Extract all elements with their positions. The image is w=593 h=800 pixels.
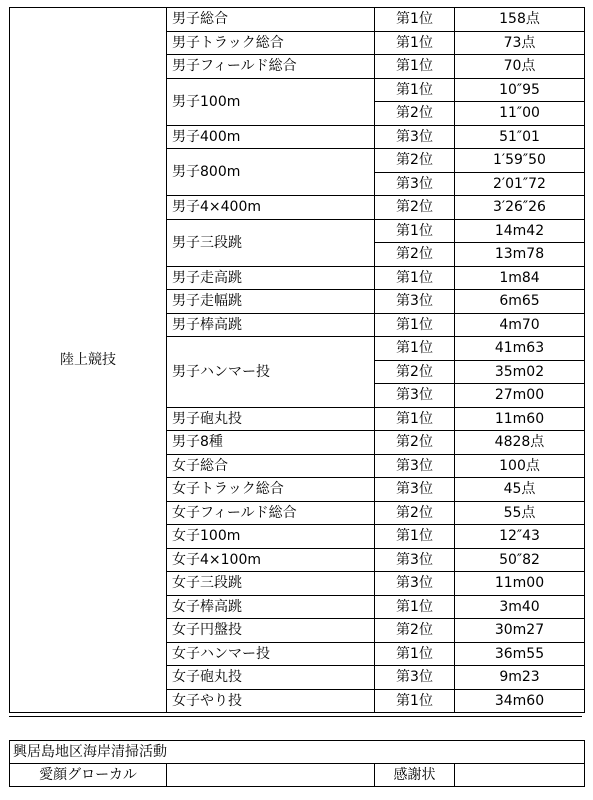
record-cell: 34m60 <box>455 689 585 713</box>
rank-cell: 第2位 <box>375 360 455 384</box>
event-name: 男子砲丸投 <box>167 407 375 431</box>
rank-cell: 第3位 <box>375 666 455 690</box>
record-cell: 1′59″50 <box>455 149 585 173</box>
record-cell: 51″01 <box>455 125 585 149</box>
activity-detail-row <box>10 764 585 787</box>
record-cell: 30m27 <box>455 619 585 643</box>
event-name: 男子400m <box>167 125 375 149</box>
rank-cell: 第1位 <box>375 266 455 290</box>
activity-organization: 愛顔グローカル <box>10 764 167 787</box>
event-name: 女子やり投 <box>167 689 375 713</box>
table-bottom-border <box>9 716 582 717</box>
event-name: 男子三段跳 <box>167 219 375 266</box>
activity-note <box>167 764 375 787</box>
rank-cell: 第2位 <box>375 501 455 525</box>
event-name: 男子ハンマー投 <box>167 337 375 408</box>
rank-cell: 第3位 <box>375 478 455 502</box>
event-name: 男子8種 <box>167 431 375 455</box>
event-name: 男子トラック総合 <box>167 31 375 55</box>
record-cell: 14m42 <box>455 219 585 243</box>
record-cell: 11″00 <box>455 102 585 126</box>
event-name: 男子800m <box>167 149 375 196</box>
record-cell: 70点 <box>455 55 585 79</box>
rank-cell: 第1位 <box>375 31 455 55</box>
rank-cell: 第1位 <box>375 8 455 32</box>
rank-cell: 第2位 <box>375 431 455 455</box>
results-body <box>10 8 585 713</box>
record-cell: 35m02 <box>455 360 585 384</box>
record-cell: 11m00 <box>455 572 585 596</box>
event-name: 男子100m <box>167 78 375 125</box>
event-name: 女子フィールド総合 <box>167 501 375 525</box>
rank-cell: 第2位 <box>375 196 455 220</box>
record-cell: 13m78 <box>455 243 585 267</box>
event-name: 女子総合 <box>167 454 375 478</box>
record-cell: 45点 <box>455 478 585 502</box>
record-cell: 36m55 <box>455 642 585 666</box>
result-row <box>10 8 585 32</box>
rank-cell: 第2位 <box>375 102 455 126</box>
event-name: 男子総合 <box>167 8 375 32</box>
record-cell: 55点 <box>455 501 585 525</box>
record-cell: 6m65 <box>455 290 585 314</box>
event-name: 女子4×100m <box>167 548 375 572</box>
rank-cell: 第2位 <box>375 149 455 173</box>
activity-title-row <box>10 741 585 764</box>
event-name: 男子走幅跳 <box>167 290 375 314</box>
record-cell: 73点 <box>455 31 585 55</box>
rank-cell: 第1位 <box>375 642 455 666</box>
rank-cell: 第3位 <box>375 384 455 408</box>
event-name: 女子円盤投 <box>167 619 375 643</box>
rank-cell: 第1位 <box>375 337 455 361</box>
record-cell: 1m84 <box>455 266 585 290</box>
event-name: 女子砲丸投 <box>167 666 375 690</box>
rank-cell: 第3位 <box>375 125 455 149</box>
record-cell: 27m00 <box>455 384 585 408</box>
record-cell: 158点 <box>455 8 585 32</box>
record-cell: 4828点 <box>455 431 585 455</box>
event-name: 男子フィールド総合 <box>167 55 375 79</box>
activity-table <box>9 740 585 787</box>
activity-title: 興居島地区海岸清掃活動 <box>10 741 585 764</box>
record-cell: 11m60 <box>455 407 585 431</box>
rank-cell: 第1位 <box>375 525 455 549</box>
rank-cell: 第1位 <box>375 55 455 79</box>
rank-cell: 第1位 <box>375 219 455 243</box>
rank-cell: 第1位 <box>375 689 455 713</box>
record-cell: 3m40 <box>455 595 585 619</box>
rank-cell: 第3位 <box>375 548 455 572</box>
rank-cell: 第3位 <box>375 172 455 196</box>
event-name: 男子4×400m <box>167 196 375 220</box>
record-cell: 41m63 <box>455 337 585 361</box>
rank-cell: 第1位 <box>375 313 455 337</box>
record-cell: 12″43 <box>455 525 585 549</box>
activity-extra <box>455 764 585 787</box>
event-name: 女子三段跳 <box>167 572 375 596</box>
event-name: 女子棒高跳 <box>167 595 375 619</box>
results-table <box>9 7 585 713</box>
event-name: 男子棒高跳 <box>167 313 375 337</box>
event-name: 女子トラック総合 <box>167 478 375 502</box>
record-cell: 10″95 <box>455 78 585 102</box>
event-name: 男子走高跳 <box>167 266 375 290</box>
event-name: 女子100m <box>167 525 375 549</box>
rank-cell: 第1位 <box>375 595 455 619</box>
rank-cell: 第1位 <box>375 407 455 431</box>
rank-cell: 第2位 <box>375 243 455 267</box>
rank-cell: 第3位 <box>375 454 455 478</box>
activity-award: 感謝状 <box>375 764 455 787</box>
category-label: 陸上競技 <box>10 8 167 713</box>
rank-cell: 第1位 <box>375 78 455 102</box>
record-cell: 2′01″72 <box>455 172 585 196</box>
record-cell: 3′26″26 <box>455 196 585 220</box>
rank-cell: 第2位 <box>375 619 455 643</box>
event-name: 女子ハンマー投 <box>167 642 375 666</box>
rank-cell: 第3位 <box>375 572 455 596</box>
record-cell: 100点 <box>455 454 585 478</box>
rank-cell: 第3位 <box>375 290 455 314</box>
record-cell: 4m70 <box>455 313 585 337</box>
record-cell: 9m23 <box>455 666 585 690</box>
record-cell: 50″82 <box>455 548 585 572</box>
